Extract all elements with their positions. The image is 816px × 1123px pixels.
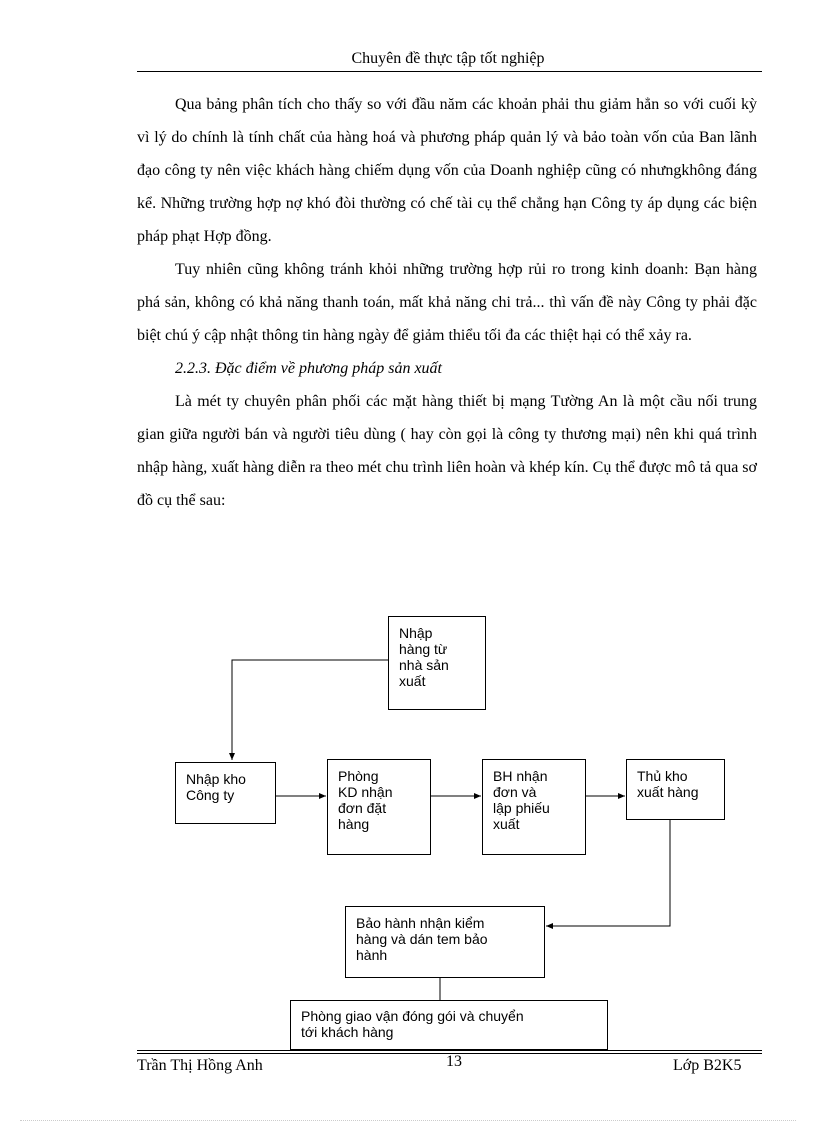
flow-box-warranty: Bảo hành nhận kiểm hàng và dán tem bảo hành [345, 906, 545, 978]
flow-box-warehouse-in: Nhập kho Công ty [175, 762, 276, 824]
flow-box-delivery: Phòng giao vận đóng gói và chuyển tới khách hàng [290, 1000, 608, 1050]
section-heading: 2.2.3. Đặc điểm về phương pháp sản xuất [175, 360, 442, 377]
paragraph-process: Là mét ty chuyên phân phối các mặt hàng thiết bị mạng Tường An là một cầu nối trung gian giữa người bán và người tiêu dùng ( hay còn gọi là công ty thương mại) nên khi quá trình nhập hàng, xuất hàng diễn ra theo mét chu trình liên hoàn và khép kín. Cụ thể được mô tả qua sơ đồ cụ thể sau: [137, 393, 757, 509]
flow-box-sales-dept: Phòng KD nhận đơn đặt hàng [327, 759, 431, 855]
footer-author: Trần Thị Hồng Anh [137, 1057, 263, 1074]
flow-box-warehouse-keeper: Thủ kho xuất hàng [626, 759, 725, 820]
footer-class: Lớp B2K5 [673, 1057, 742, 1074]
flow-box-sales-slip: BH nhận đơn và lập phiếu xuất [482, 759, 586, 855]
paragraph-risks: Tuy nhiên cũng không tránh khỏi những trường hợp rủi ro trong kinh doanh: Bạn hàng phá sản, không có khả năng thanh toán, mất khả năng chi trả... thì vấn đề này Công ty phải đặc biệt chú ý cập nhật thông tin hàng ngày để giảm thiểu tối đa các thiệt hại có thể xảy ra. [137, 261, 757, 344]
arrow-supplier-to-warehouse [232, 660, 388, 760]
page-header-title: Chuyên đề thực tập tốt nghiệp [351, 50, 545, 67]
footer-rule-top [137, 1050, 762, 1051]
paragraph-receivables: Qua bảng phân tích cho thấy so với đầu năm các khoản phải thu giảm hẳn so với cuối kỳ vì lý do chính là tính chất của hàng hoá và phương pháp quản lý và bảo toàn vốn của Ban lãnh đạo công ty nên việc khách hàng chiếm dụng vốn của Doanh nghiệp cũng có nhưngkhông đáng kể. Những trường hợp nợ khó đòi thường có chế tài cụ thể chẳng hạn Công ty áp dụng các biện pháp phạt Hợp đồng. [137, 96, 757, 245]
footer-page-number: 13 [446, 1053, 462, 1070]
flow-box-supplier: Nhập hàng từ nhà sản xuất [388, 616, 486, 710]
page-bottom-dots [20, 1120, 796, 1121]
